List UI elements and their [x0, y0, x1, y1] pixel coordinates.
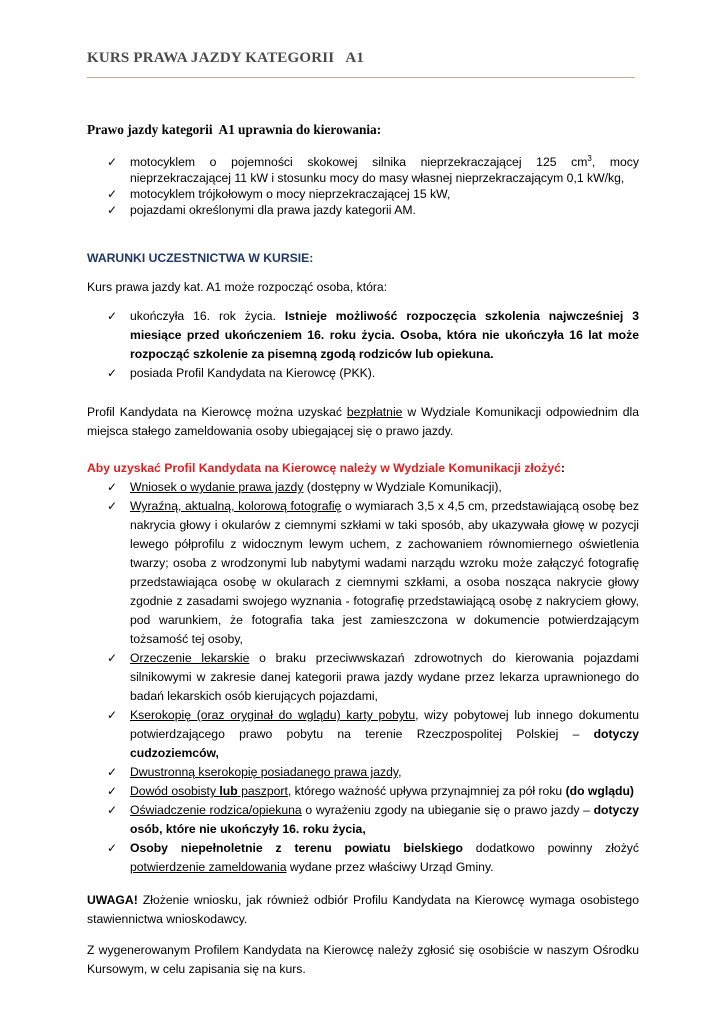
checkmark-icon: ✓ [107, 499, 118, 513]
list-item [87, 782, 639, 801]
conditions-list [87, 307, 639, 383]
underlined-text: paszport [237, 784, 288, 798]
underlined-text: Dowód osobisty [130, 784, 220, 798]
section-heading-privileges: Prawo jazdy kategorii A1 uprawnia do kierowania: [87, 122, 382, 137]
list-item [87, 202, 639, 218]
checkmark-icon: ✓ [107, 480, 118, 494]
item-text: , mocy nieprzekraczającej 11 kW i stosunku mocy do masy własnej nieprzekraczającym 0,1 kW/kg, [130, 155, 639, 185]
list-item [87, 364, 639, 383]
item-bold-text: dotyczy osób, które nie ukończyły 16. roku życia, [130, 803, 639, 836]
list-item [87, 307, 639, 364]
underlined-text: Wniosek o wydanie prawa jazdy [130, 480, 304, 494]
superscript: 3 [587, 153, 592, 163]
item-text: posiada Profil Kandydata na Kierowcę (PKK). [130, 366, 376, 380]
underlined-text: potwierdzenie zameldowania [130, 860, 287, 874]
heading-colon: : [560, 461, 565, 475]
item-text: o braku przeciwwskazań zdrowotnych do kierowania pojazdami silnikowymi w zakresie danej kategorii prawa jazdy wydane przez lekarza uprawnionego do badań lekarskich osób kierujących pojazdami, [130, 651, 639, 703]
text: Profil Kandydata na Kierowcę można uzyskać [87, 405, 347, 419]
item-text: , [398, 765, 402, 779]
checkmark-icon: ✓ [107, 651, 118, 665]
document-header-title: KURS PRAWA JAZDY KATEGORII A1 [87, 50, 365, 66]
checkmark-icon: ✓ [107, 803, 118, 817]
item-text: , wizy pobytowej lub innego dokumentu potwierdzającego prawo pobytu na terenie Rzeczpospolitej Polskiej – [130, 708, 639, 741]
checkmark-icon: ✓ [107, 309, 118, 323]
documents-list [87, 478, 639, 877]
item-text: wydane przez właściwy Urząd Gminy. [286, 860, 494, 874]
underlined-text: Orzeczenie lekarskie [130, 651, 250, 665]
checkmark-icon: ✓ [107, 366, 118, 380]
item-text: (dostępny w Wydziale Komunikacji), [303, 480, 502, 494]
list-item [87, 801, 639, 839]
text: w Wydziale Komunikacji odpowiednim dla miejsca stałego zameldowania osoby ubiegającej się o prawo jazdy. [87, 405, 639, 438]
list-item [87, 763, 639, 782]
checkmark-icon: ✓ [107, 708, 118, 722]
list-item [87, 839, 639, 877]
list-item [87, 497, 639, 649]
item-text: dodatkowo powinny złożyć [462, 841, 639, 855]
checkmark-icon: ✓ [107, 203, 118, 217]
checkmark-icon: ✓ [107, 841, 118, 855]
item-bold-text: dotyczy cudzoziemców, [130, 727, 639, 760]
pkk-paragraph [87, 403, 639, 441]
final-paragraph: Z wygenerowanym Profilem Kandydata na Kierowcę należy zgłosić się osobiście w naszym Ośrodku Kursowym, w celu zapisania się na kurs. [87, 943, 639, 976]
item-text: pojazdami określonymi dla prawa jazdy kategorii AM. [130, 203, 416, 217]
item-text: o wymiarach 3,5 x 4,5 cm, przedstawiającą osobę bez nakrycia głowy i okularów z ciemnymi szkłami w taki sposób, aby ukazywała głowę w pozycji lewego półprofilu z widocznym lewym uchem, z zachowaniem równomiernego oświetlenia twarzy; osoba z wrodzonymi lub nabytymi wadami narządu wzroku może załączyć fotografię przedstawiająca osobę w okularach z ciemnymi szkłami, a osoba nosząca nakrycie głowy zgodnie z zasadami swojego wyznania - fotografię przedstawiającą osobę z nakryciem głowy, pod warunkiem, że fotografia taka jest zamieszczona w dokumencie potwierdzającym tożsamość tej osoby, [130, 499, 639, 646]
checkmark-icon: ✓ [107, 765, 118, 779]
checkmark-icon: ✓ [107, 784, 118, 798]
section-heading-documents [87, 459, 639, 478]
list-item [87, 706, 639, 763]
item-text: , którego ważność upływa przynajmniej za pół roku [287, 784, 566, 798]
item-bold-text: (do wglądu) [565, 784, 634, 798]
section-heading-conditions: WARUNKI UCZESTNICTWA W KURSIE: [87, 251, 314, 265]
privileges-list [87, 154, 639, 218]
conditions-intro: Kurs prawa jazdy kat. A1 może rozpocząć osoba, która: [87, 280, 388, 294]
list-item [87, 649, 639, 706]
item-text: motocyklem o pojemności skokowej silnika nieprzekraczającej 125 cm [130, 155, 588, 169]
underlined-text: bezpłatnie [346, 405, 403, 419]
red-heading: Aby uzyskać Profil Kandydata na Kierowcę należy w Wydziale Komunikacji złożyć [87, 461, 561, 475]
underlined-text: Oświadczenie rodzica/opiekuna [130, 803, 302, 817]
checkmark-icon: ✓ [107, 155, 118, 169]
warning-paragraph [87, 891, 639, 929]
list-item [87, 186, 639, 202]
header-divider [87, 77, 635, 78]
underlined-text: Wyraźną, aktualną, kolorową fotografię [130, 499, 342, 513]
checkmark-icon: ✓ [107, 187, 118, 201]
underlined-text: Kserokopię (oraz oryginał do wglądu) karty pobytu [130, 708, 416, 722]
item-text: motocyklem trójkołowym o mocy nieprzekraczającej 15 kW, [130, 187, 451, 201]
warning-text: Złożenie wniosku, jak również odbiór Profilu Kandydata na Kierowcę wymaga osobistego stawiennictwa wnioskodawcy. [87, 893, 639, 926]
list-item [87, 154, 639, 186]
item-text: o wyrażeniu zgody na ubieganie się o prawo jazdy – [301, 803, 594, 817]
underlined-text: Dwustronną kserokopię posiadanego prawa jazdy [130, 765, 399, 779]
warning-label: UWAGA! [87, 893, 138, 907]
item-text: ukończyła 16. rok życia. [130, 309, 285, 323]
list-item [87, 478, 639, 497]
item-bold-text: Istnieje możliwość rozpoczęcia szkolenia najwcześniej 3 miesiące przed ukończeniem 16. roku życia. Osoba, która nie ukończyła 16 lat może rozpocząć szkolenie za pisemną zgodą rodziców lub opiekuna. [130, 309, 640, 361]
item-bold-text: Osoby niepełnoletnie z terenu powiatu bielskiego [130, 841, 463, 855]
underlined-bold-text: lub [219, 784, 238, 798]
